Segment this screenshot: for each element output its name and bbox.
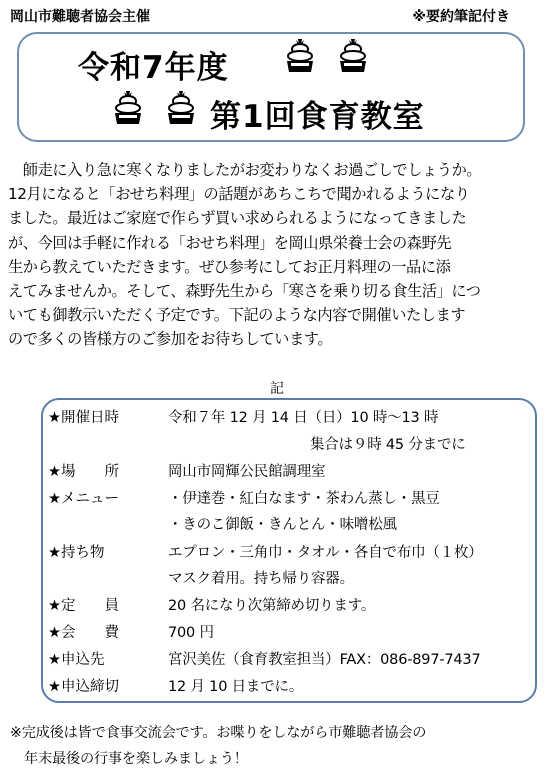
fee-label: ★会 費 [48,625,119,641]
body-line: ました。最近はご家庭で作らず買い求められるようになってきました [8,209,467,228]
items-line: エプロン・三角巾・タオル・各自で布巾（１枚） [168,545,483,561]
place-value: 岡山市岡輝公民館調理室 [168,464,326,480]
ki-heading: 記 [270,381,284,397]
fee-value: 700 円 [168,625,214,641]
body-line: が、今回は手軽に作れる「おせち料理」を岡山県栄養士会の森野先 [8,233,452,252]
menu-line: ・伊達巻・紅白なます・茶わん蒸し・黒豆 [168,491,440,507]
body-line: ので多くの皆様方のご参加をお待ちしています。 [8,330,333,349]
kagami-mochi-icon [338,38,368,74]
title-year: 令和7年度 [78,50,229,86]
kagami-mochi-icon [113,90,143,126]
body-line: 生から教えていただきます。ぜひ参考にしてお正月料理の一品に添 [8,257,451,276]
body-line: えてみませんか。そして、森野先生から「寒さを乗り切る食生活」につ [8,282,481,301]
date-value: 令和７年 12 月 14 日（日）10 時～13 時 [168,410,439,426]
footer-line: ※完成後は皆で食事交流会です。お喋りをしながら市難聴者協会の [10,725,427,741]
kagami-mochi-icon [166,90,196,126]
capacity-label: ★定 員 [48,598,119,614]
kagami-mochi-icon [285,38,315,74]
items-label: ★持ち物 [48,545,105,561]
menu-label: ★メニュー [48,491,119,507]
body-line: いても御教示いただく予定です。下記のような内容で開催いたします [8,306,466,325]
title-event: 第1回食育教室 [210,99,425,135]
items-line: マスク着用。持ち帰り容器。 [168,571,354,587]
summary-writing-note: ※要約筆記付き [412,9,510,25]
organizer-text: 岡山市難聴者協会主催 [10,9,150,25]
capacity-value: 20 名になり次第締め切ります。 [168,598,376,614]
footer-note [10,720,546,772]
body-line: 12月になると「おせち料理」の話題があちこちで聞かれるようになり [8,185,470,204]
date-note: 集合は９時 45 分までに [310,437,466,453]
date-label: ★開催日時 [48,410,119,426]
deadline-label: ★申込締切 [48,679,119,695]
footer-line: 年末最後の行事を楽しみましょう！ [10,751,248,767]
apply-value: 宮沢美佐（食育教室担当）FAX：086-897-7437 [168,652,481,668]
body-paragraph [8,158,546,352]
body-line: 師走に入り急に寒くなりましたがお変わりなくお過ごしでしょうか。 [8,161,482,179]
menu-line: ・きのこ御飯・きんとん・味噌松風 [168,517,397,533]
deadline-value: 12 月 10 日までに。 [168,679,304,695]
place-label: ★場 所 [48,464,119,480]
apply-label: ★申込先 [48,652,105,668]
